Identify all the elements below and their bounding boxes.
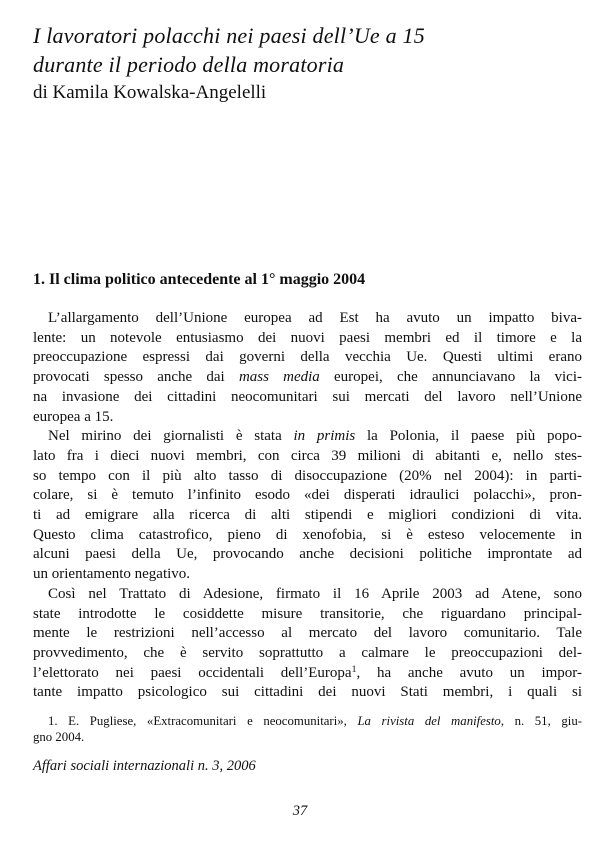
text-line bbox=[33, 427, 582, 447]
text-segment: L’allargamento dell’Unione europea ad Est ha avuto un impatto biva- bbox=[48, 310, 582, 326]
text-segment: Questo clima catastrofico, pieno di xenofobia, si è esteso velocemente in bbox=[33, 526, 582, 543]
text-segment: mente le restrizioni nell’accesso al mercato del lavoro comunitario. Tale bbox=[33, 625, 582, 642]
text-line bbox=[33, 605, 582, 625]
text-segment: , ha anche avuto un impor- bbox=[356, 664, 582, 681]
text-line bbox=[33, 545, 582, 565]
text-segment: Nel mirino dei giornalisti è stata bbox=[48, 428, 294, 445]
text-line bbox=[33, 309, 582, 329]
text-line bbox=[33, 348, 582, 368]
text-segment: colare, si è temuto l’infinito esodo «dei disperati idraulici polacchi», pron- bbox=[33, 487, 582, 504]
text-line bbox=[33, 526, 582, 546]
text-line bbox=[33, 664, 582, 684]
text-segment: un orientamento negativo. bbox=[33, 566, 191, 583]
text-segment: gno 2004. bbox=[33, 729, 85, 744]
section-heading: 1. Il clima politico antecedente al 1° maggio 2004 bbox=[33, 271, 366, 288]
article-title-line-2: durante il periodo della moratoria bbox=[33, 52, 345, 77]
text-line bbox=[33, 329, 582, 349]
text-segment: la Polonia, il paese più popo- bbox=[355, 428, 582, 445]
text-segment: alcuni paesi della Ue, provocando anche decisioni politiche improntate ad bbox=[33, 546, 582, 563]
text-segment: state introdotte le cosiddette misure transitorie, che riguardano principal- bbox=[33, 605, 582, 622]
article-title-line-1: I lavoratori polacchi nei paesi dell’Ue a 15 bbox=[33, 23, 425, 48]
text-segment: l’elettorato nei paesi occidentali dell’Europa bbox=[33, 664, 352, 681]
text-line bbox=[33, 388, 582, 408]
text-segment: 1. E. Pugliese, «Extracomunitari e neocomunitari», bbox=[48, 714, 358, 728]
text-line bbox=[33, 408, 582, 428]
text-segment: so tempo con il più alto tasso di disoccupazione (20% nel 2004): in parti- bbox=[33, 467, 582, 484]
text-segment: lente: un notevole entusiasmo dei nuovi paesi membri ed il timore e la bbox=[33, 329, 582, 346]
article-title bbox=[33, 21, 582, 79]
text-segment: europea a 15. bbox=[33, 408, 114, 425]
text-line bbox=[33, 683, 582, 703]
text-line bbox=[33, 467, 582, 487]
text-segment: , n. 51, giu- bbox=[500, 714, 582, 728]
page-number: 37 bbox=[292, 803, 308, 819]
footnote-reference: 1 bbox=[351, 664, 357, 676]
text-segment: europei, che annunciavano la vici- bbox=[319, 369, 582, 386]
journal-footer: Affari sociali internazionali n. 3, 2006 bbox=[33, 758, 256, 774]
text-segment: Così nel Trattato di Adesione, firmato il 16 Aprile 2003 ad Atene, sono bbox=[48, 585, 582, 602]
text-segment: lato fra i dieci nuovi membri, con circa 39 milioni di abitanti e, nello stes- bbox=[33, 447, 582, 464]
footnote bbox=[33, 714, 582, 746]
body-text bbox=[33, 309, 582, 703]
text-segment: na invasione dei cittadini neocomunitari sui mercati del lavoro nell’Unione bbox=[33, 388, 582, 405]
text-line bbox=[33, 565, 582, 585]
text-line bbox=[33, 486, 582, 506]
text-line bbox=[33, 714, 582, 730]
emphasized-text: La rivista del manifesto bbox=[357, 714, 501, 728]
emphasized-text: mass media bbox=[238, 369, 320, 386]
text-line bbox=[33, 644, 582, 664]
text-segment: tante impatto psicologico sui cittadini dei nuovi Stati membri, i quali si bbox=[33, 684, 582, 701]
text-segment: provvedimento, che è servito soprattutto a calmare le preoccupazioni del- bbox=[33, 644, 582, 661]
text-segment: provocati spesso anche dai bbox=[33, 369, 239, 386]
emphasized-text: in primis bbox=[293, 428, 356, 445]
text-line bbox=[33, 506, 582, 526]
text-line bbox=[33, 585, 582, 605]
text-line bbox=[33, 730, 582, 746]
text-line bbox=[33, 624, 582, 644]
text-line bbox=[33, 447, 582, 467]
text-segment: ti ad emigrare alla ricerca di alti stipendi e migliori condizioni di vita. bbox=[33, 507, 582, 524]
author-byline: di Kamila Kowalska-Angelelli bbox=[33, 82, 267, 103]
text-line bbox=[33, 368, 582, 388]
text-segment: preoccupazione espressi dai governi della vecchia Ue. Questi ultimi erano bbox=[33, 349, 582, 366]
